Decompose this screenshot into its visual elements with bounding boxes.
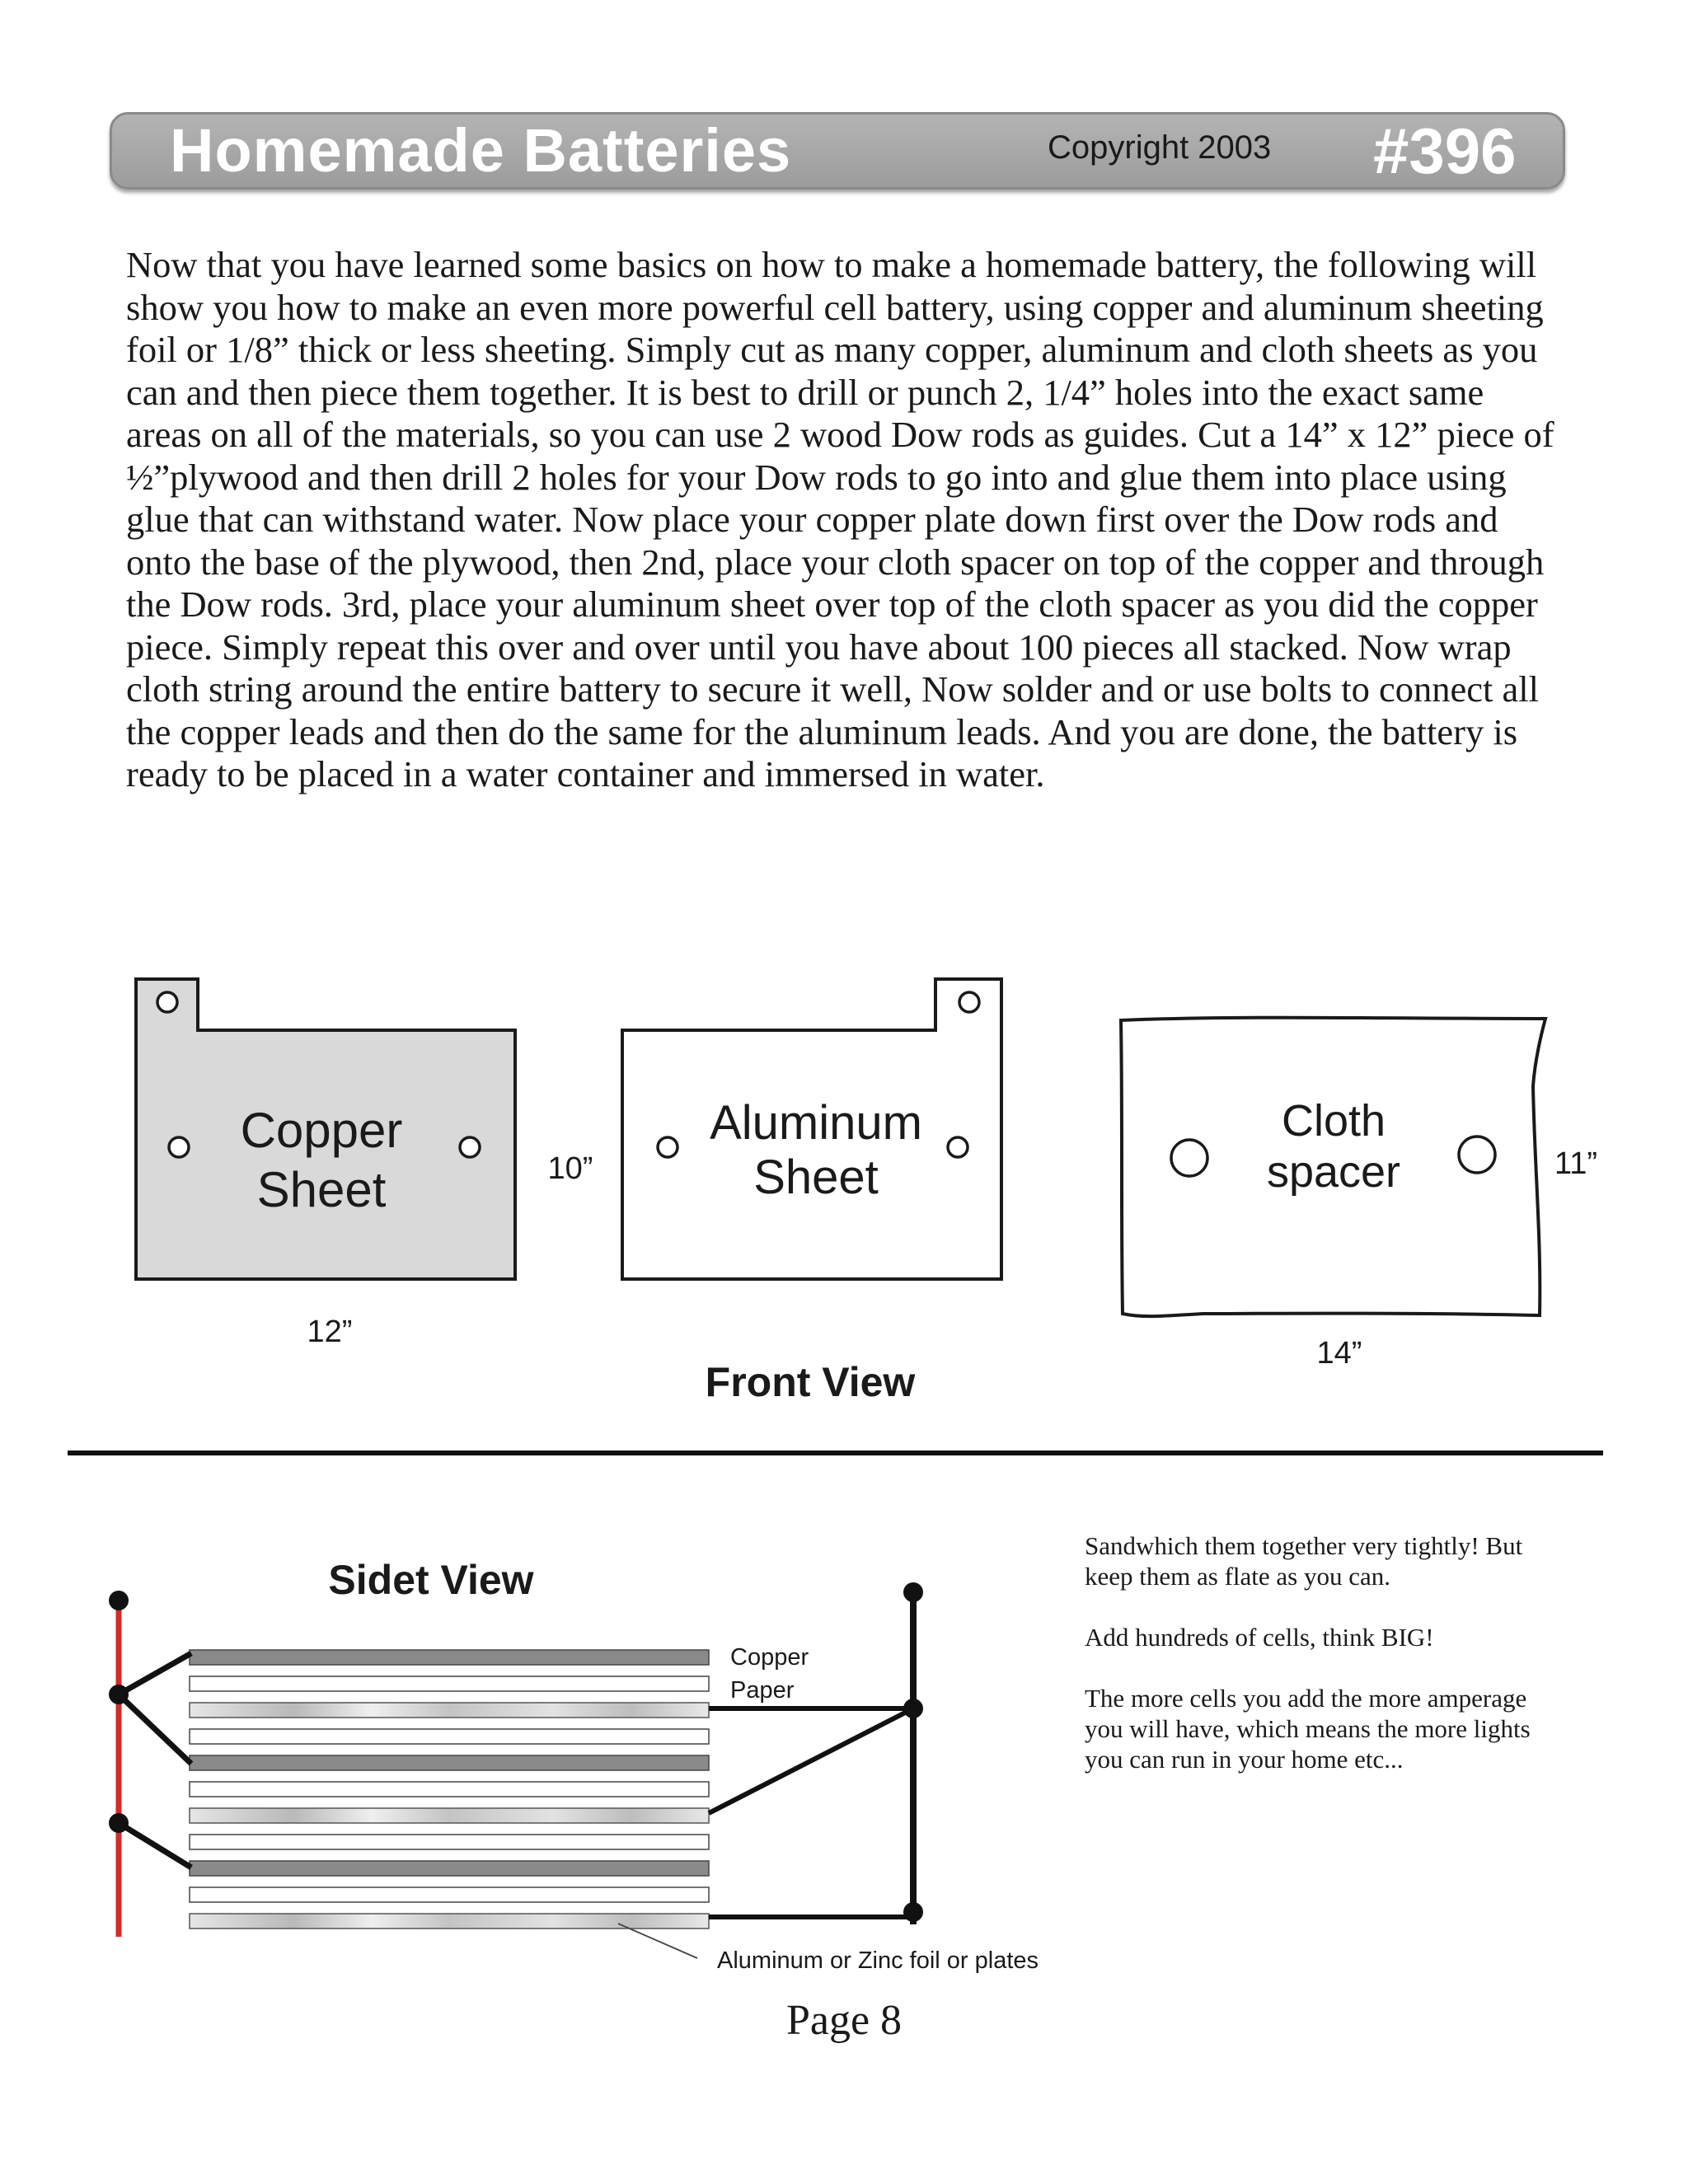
cloth-label-line1: Cloth: [1281, 1096, 1386, 1146]
positive-rod-top-cap: [109, 1591, 129, 1610]
negative-rod-top-cap: [903, 1582, 923, 1602]
copper-sheet-diagram: [136, 979, 515, 1349]
cloth-height-label: 11”: [1554, 1146, 1598, 1181]
aluminum-label-line2: Sheet: [753, 1151, 879, 1204]
cloth-label-line2: spacer: [1266, 1147, 1401, 1197]
copper-plate: [190, 1650, 709, 1665]
front-view-caption: Front View: [705, 1359, 916, 1405]
paper-spacer: [190, 1887, 709, 1902]
copper-right-hole: [460, 1137, 480, 1157]
copper-lead-rail: [109, 1591, 191, 1937]
aluminum-lead-rail: [709, 1582, 923, 1924]
aluminum-right-hole: [948, 1137, 968, 1157]
intro-paragraph: Now that you have learned some basics on how to make a homemade battery, the following will show you how to make an even more powerful cell battery, using copper and aluminum sheeting foil or 1/8” thick or less sheeting. Simply cut as many copper, aluminum and cloth sheets as you can and then piece them together. It is best to drill or punch 2, 1/4” holes into the exact same areas on all of the materials, so you can use 2 wood Dow rods as guides. Cut a 14” x 12” piece of ½”plywood and then drill 2 holes for your Dow rods to go into and glue them into place using glue that can withstand water. Now place your copper plate down first over the Dow rods and onto the base of the plywood, then 2nd, place your cloth spacer on top of the copper and through the Dow rods. 3rd, place your aluminum sheet over top of the cloth spacer as you did the copper piece. Simply repeat this over and over until you have about 100 pieces all stacked. Now wrap cloth string around the entire battery to secure it well, Now solder and or use bolts to connect all the copper leads and then do the same for the aluminum leads. And you are done, the battery is ready to be placed in a water container and immersed in water.: [126, 244, 1554, 794]
copper-label-line2: Sheet: [256, 1162, 387, 1217]
page-number: Page 8: [785, 1997, 903, 2044]
aluminum-tab-hole: [959, 992, 979, 1012]
cloth-right-hole: [1459, 1137, 1495, 1173]
header-title: Homemade Batteries: [170, 116, 792, 185]
paper-spacer: [190, 1835, 709, 1849]
copper-lead-wire: [119, 1653, 191, 1694]
header-number: #396: [1373, 115, 1517, 187]
copper-plate: [190, 1755, 709, 1770]
aluminum-height-label: 10”: [547, 1151, 593, 1186]
cloth-spacer-diagram: [1121, 1018, 1597, 1371]
label-paper: Paper: [730, 1677, 795, 1704]
label-copper: Copper: [730, 1644, 809, 1671]
cell-stack: [190, 1650, 709, 1929]
note-item: Sandwhich them together very tightly! But keep them as flate as you can.: [1085, 1531, 1523, 1591]
copper-label-line1: Copper: [240, 1103, 403, 1158]
aluminum-left-hole: [658, 1137, 678, 1157]
aluminum-label-line1: Aluminum: [710, 1096, 922, 1150]
side-view-caption: Sidet View: [328, 1557, 534, 1603]
copper-tab-hole: [157, 992, 177, 1012]
aluminum-lead-wire: [709, 1708, 913, 1813]
aluminum-plate: [190, 1703, 709, 1718]
aluminum-plate: [190, 1808, 709, 1823]
copper-lead-wire: [119, 1823, 191, 1868]
header-copyright: Copyright 2003: [1048, 129, 1272, 166]
paper-spacer: [190, 1782, 709, 1797]
paper-spacer: [190, 1729, 709, 1744]
label-aluminum: Aluminum or Zinc foil or plates: [717, 1947, 1039, 1974]
note-item: Add hundreds of cells, think BIG!: [1085, 1623, 1434, 1652]
copper-width-label: 12”: [307, 1315, 353, 1349]
aluminum-sheet-diagram: [548, 979, 1001, 1279]
copper-plate: [190, 1861, 709, 1876]
side-notes: [1085, 1530, 1563, 1805]
note-item: The more cells you add the more amperage you will have, which means the more lights you can run in your home etc...: [1085, 1684, 1531, 1774]
cloth-width-label: 14”: [1316, 1336, 1362, 1371]
aluminum-plate: [190, 1914, 709, 1929]
paper-spacer: [190, 1676, 709, 1691]
copper-left-hole: [169, 1137, 189, 1157]
copper-lead-wire: [119, 1694, 191, 1764]
cloth-left-hole: [1171, 1140, 1207, 1176]
